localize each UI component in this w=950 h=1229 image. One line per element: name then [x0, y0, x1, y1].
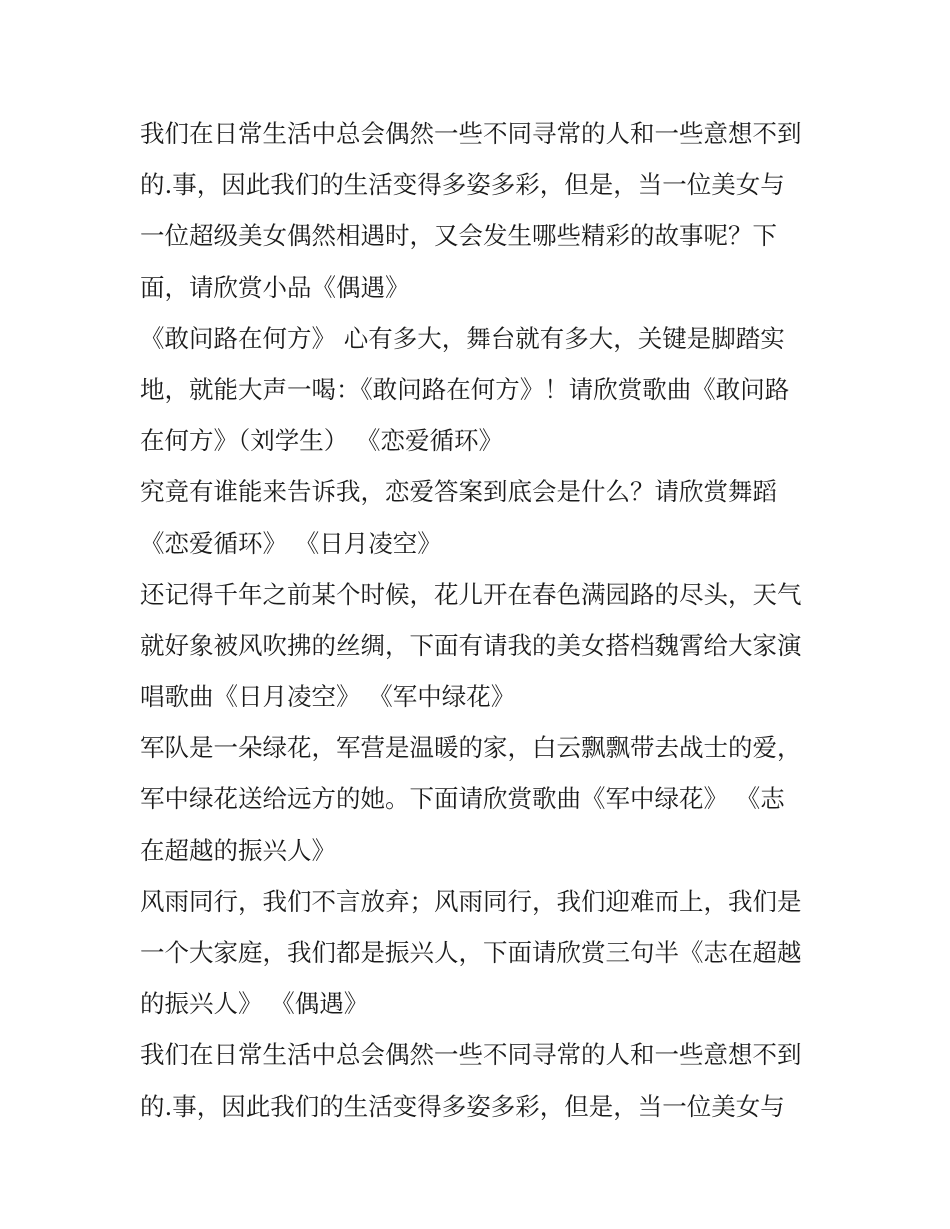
- text-line: 在超越的振兴人》: [140, 835, 336, 865]
- text-line: 唱歌曲《日月凌空》 《军中绿花》: [140, 682, 516, 712]
- text-line: 《敢问路在何方》 心有多大，舞台就有多大，关键是脚踏实: [140, 323, 785, 353]
- text-line: 军中绿花送给远方的她。下面请欣赏歌曲《军中绿花》 《志: [140, 784, 785, 814]
- text-line: 一位超级美女偶然相遇时，又会发生哪些精彩的故事呢？下: [140, 221, 777, 251]
- text-line: 的.事，因此我们的生活变得多姿多彩，但是，当一位美女与: [140, 1091, 785, 1121]
- text-line: 还记得千年之前某个时候，花儿开在春色满园路的尽头，天气: [140, 579, 802, 609]
- text-line: 一个大家庭，我们都是振兴人，下面请欣赏三句半《志在超越: [140, 938, 802, 967]
- text-line: 面，请欣赏小品《偶遇》: [140, 272, 410, 302]
- text-line: 军队是一朵绿花，军营是温暖的家，白云飘飘带去战士的爱，: [140, 733, 802, 763]
- text-line: 风雨同行，我们不言放弃；风雨同行，我们迎难而上，我们是: [140, 886, 802, 916]
- text-line: 我们在日常生活中总会偶然一些不同寻常的人和一些意想不到: [140, 1040, 802, 1070]
- text-line: 就好象被风吹拂的丝绸，下面有请我的美女搭档魏霄给大家演: [140, 630, 802, 660]
- text-line: 究竟有谁能来告诉我，恋爱答案到底会是什么？请欣赏舞蹈: [140, 477, 777, 507]
- text-line: 的.事，因此我们的生活变得多姿多彩，但是，当一位美女与: [140, 170, 785, 200]
- text-line: 在何方》（刘学生） 《恋爱循环》: [140, 426, 504, 456]
- text-line: 地，就能大声一喝：《敢问路在何方》！请欣赏歌曲《敢问路: [140, 374, 790, 404]
- text-line: 我们在日常生活中总会偶然一些不同寻常的人和一些意想不到: [140, 119, 802, 148]
- text-line: 《恋爱循环》 《日月凌空》: [140, 528, 442, 558]
- text-line: 的振兴人》 《偶遇》: [140, 989, 369, 1019]
- document-body: [140, 108, 820, 1132]
